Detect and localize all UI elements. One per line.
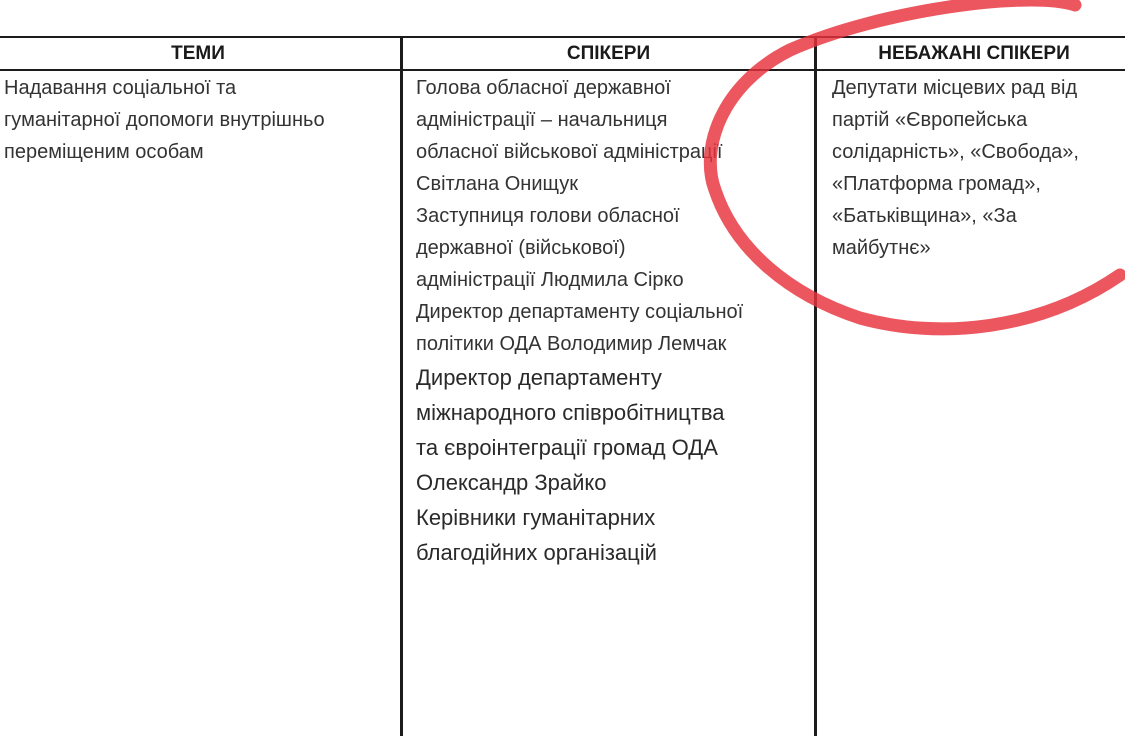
speaker-entry: Голова обласної державної адміністрації – начальниця обласної військової адміністрації Світлана Онищук — [416, 77, 723, 195]
unwanted-speakers-cell — [832, 72, 1125, 264]
column-divider-1 — [400, 36, 403, 736]
header-bottom-border — [0, 69, 1125, 71]
table-top-border — [0, 36, 1125, 38]
speakers-cell — [416, 72, 812, 570]
speaker-entry: Директор департаменту міжнародного співробітництва та євроінтеграції громад ОДА Олександр Зрайко — [416, 365, 725, 495]
unwanted-speakers-text: Депутати місцевих рад від партій «Європейська солідарність», «Свобода», «Платформа громад», «Батьківщина», «За майбутнє» — [832, 77, 1079, 259]
speaker-entry: Керівники гуманітарних благодійних організацій — [416, 505, 657, 565]
speakers-table — [0, 36, 1125, 736]
header-unwanted-speakers: НЕБАЖАНІ СПІКЕРИ — [878, 43, 1070, 64]
header-speakers: СПІКЕРИ — [566, 43, 651, 64]
speaker-entry: Директор департаменту соціальної політики ОДА Володимир Лемчак — [416, 301, 744, 355]
header-topics: ТЕМИ — [171, 43, 225, 64]
speaker-entry: Заступниця голови обласної державної (військової) адміністрації Людмила Сірко — [416, 205, 684, 291]
topics-cell — [4, 72, 396, 168]
topic-text: Надавання соціальної та гуманітарної допомоги внутрішньо переміщеним особам — [4, 77, 325, 163]
column-divider-2 — [814, 36, 817, 736]
